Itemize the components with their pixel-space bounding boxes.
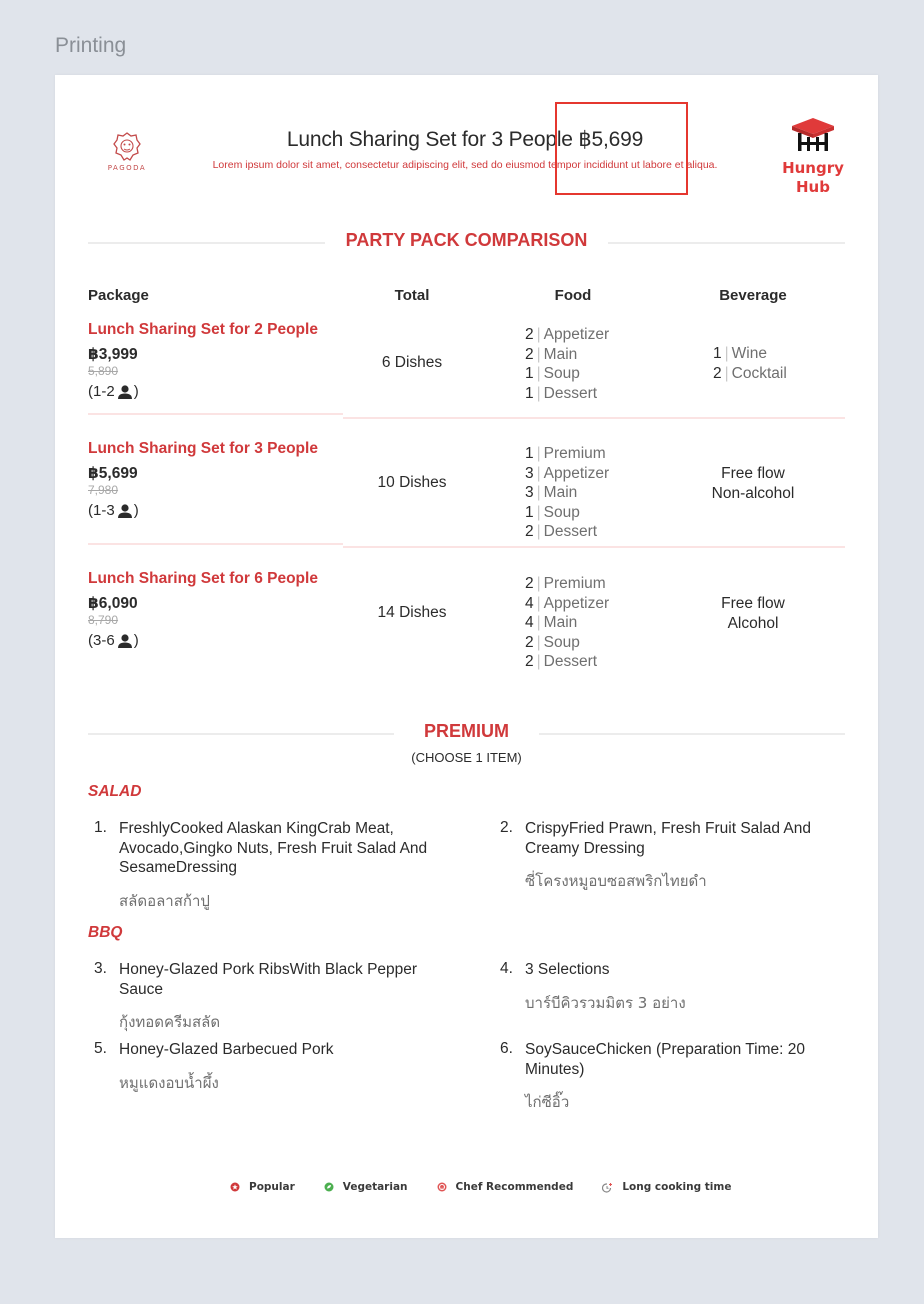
menu-header	[55, 75, 878, 205]
food-line: 1 | Dessert	[525, 384, 598, 402]
dish-number: 4.	[500, 960, 513, 977]
dish-number: 3.	[94, 960, 107, 977]
row-divider	[343, 417, 845, 419]
beverage-line: Free flow	[721, 595, 785, 612]
pax-close: )	[133, 383, 139, 400]
comparison-table	[88, 285, 845, 697]
package-original-price: 7,980	[88, 483, 119, 497]
legend-popular	[230, 1181, 295, 1193]
food-line: 2 | Premium	[525, 575, 606, 592]
dish-name: 3 Selections	[525, 961, 610, 978]
icon-legend	[230, 1181, 760, 1193]
person-icon	[117, 504, 133, 518]
food-line: 1 | Premium	[525, 445, 606, 462]
pax-range: (3-6	[88, 632, 115, 649]
comparison-heading	[88, 230, 845, 254]
total-dishes: 14 Dishes	[377, 604, 447, 621]
dish-item	[500, 1040, 835, 1114]
pax-close: )	[133, 502, 139, 519]
package-name: Lunch Sharing Set for 2 People	[88, 321, 318, 338]
beverage-text	[678, 594, 828, 633]
package-pax	[88, 632, 343, 649]
legend-chef-recommended	[437, 1181, 574, 1193]
restaurant-logo	[105, 131, 149, 177]
dish-thai-name: ซี่โครงหมูอบซอสพริกไทยดำ	[525, 872, 707, 890]
food-line: 2 | Main	[525, 345, 578, 363]
dish-thai-name: บาร์บีคิวรวมมิตร 3 อย่าง	[525, 993, 686, 1012]
legend-label: Chef Recommended	[455, 1181, 574, 1193]
package-price: ฿3,999	[88, 346, 138, 363]
dish-item	[94, 819, 429, 913]
page-label: Printing	[55, 34, 127, 57]
beverage-line: Non-alcohol	[711, 484, 795, 502]
package-pax	[88, 383, 343, 400]
package-price: ฿6,090	[88, 595, 138, 612]
legend-long-cooking-time	[602, 1181, 731, 1193]
food-list	[525, 325, 609, 403]
food-line: 1 | Soup	[525, 503, 580, 521]
pax-close: )	[133, 632, 139, 649]
table-row	[88, 317, 845, 437]
table-row	[88, 567, 845, 697]
table-header	[88, 285, 845, 317]
dish-item	[94, 960, 429, 1034]
food-line: 2 | Soup	[525, 633, 580, 651]
restaurant-logo-text: PAGODA	[107, 164, 147, 172]
column-header-beverage: Beverage	[719, 287, 787, 304]
food-line: 4 | Main	[525, 614, 578, 631]
price-highlight-box	[555, 102, 688, 195]
dish-item	[500, 960, 835, 1015]
dish-number: 1.	[94, 819, 107, 836]
total-dishes: 10 Dishes	[377, 474, 447, 491]
package-cell	[88, 321, 343, 400]
package-name: Lunch Sharing Set for 6 People	[88, 570, 318, 587]
package-pax	[88, 502, 343, 519]
brand-name-line1: Hungry	[782, 159, 844, 177]
dish-number: 5.	[94, 1040, 107, 1057]
popular-icon	[230, 1182, 240, 1192]
column-header-package: Package	[88, 287, 149, 304]
legend-label: Long cooking time	[622, 1181, 732, 1193]
package-cell	[88, 440, 343, 519]
package-original-price: 5,890	[88, 364, 119, 378]
package-divider	[88, 543, 343, 545]
pax-range: (1-2	[88, 383, 115, 400]
dish-thai-name: หมูแดงอบน้ำผึ้ง	[119, 1073, 219, 1092]
premium-heading	[88, 721, 845, 745]
package-cell	[88, 570, 343, 649]
table-row	[88, 437, 845, 567]
dish-number: 2.	[500, 819, 513, 836]
dish-name: Honey-Glazed Barbecued Pork	[119, 1041, 334, 1058]
person-icon	[117, 634, 133, 648]
beverage-text	[678, 464, 828, 503]
dish-thai-name: ไก่ซีอิ๊ว	[525, 1093, 570, 1111]
long-cooking-time-icon	[602, 1182, 613, 1193]
comparison-title: PARTY PACK COMPARISON	[345, 230, 588, 250]
food-list	[525, 444, 609, 542]
page-subtitle: Lorem ipsum dolor sit amet, consectetur adipiscing elit, sed do eiusmod tempor incididunt ut labore et aliqua.	[212, 159, 718, 171]
chef-recommended-icon	[437, 1182, 447, 1192]
beverage-line: 2 | Cocktail	[713, 364, 787, 382]
category-salad: SALAD	[88, 783, 142, 800]
premium-instruction: (CHOOSE 1 ITEM)	[411, 750, 522, 765]
hungry-hub-logo	[777, 117, 849, 196]
food-line: 2 | Appetizer	[525, 326, 610, 343]
food-line: 3 | Appetizer	[525, 464, 610, 482]
category-bbq: BBQ	[88, 924, 123, 941]
dish-name: Honey-Glazed Pork RibsWith Black Pepper Sauce	[119, 961, 418, 998]
dish-name: CrispyFried Prawn, Fresh Fruit Salad And Creamy Dressing	[525, 820, 811, 857]
food-list	[525, 574, 609, 672]
column-header-food: Food	[554, 287, 592, 304]
beverage-line: 1 | Wine	[713, 345, 767, 362]
food-line: 4 | Appetizer	[525, 594, 610, 612]
dish-item	[94, 1040, 429, 1095]
row-divider	[343, 546, 845, 548]
vegetarian-icon	[324, 1182, 334, 1192]
beverage-line: Free flow	[721, 465, 785, 482]
legend-vegetarian	[324, 1181, 408, 1193]
dish-number: 6.	[500, 1040, 513, 1057]
food-line: 2 | Dessert	[525, 523, 598, 540]
dish-thai-name: กุ้งทอดครีมสลัด	[119, 1013, 221, 1031]
dish-item	[500, 819, 835, 893]
beverage-list	[713, 344, 863, 383]
page-title: Lunch Sharing Set for 3 People ฿5,699	[286, 128, 644, 151]
dish-thai-name: สลัดอลาสก้าปู	[119, 891, 210, 910]
person-icon	[117, 385, 133, 399]
food-line: 3 | Main	[525, 484, 578, 501]
column-header-total: Total	[394, 287, 430, 304]
package-price: ฿5,699	[88, 465, 138, 482]
print-preview-sheet	[55, 75, 878, 1238]
brand-name-line2: Hub	[796, 178, 830, 196]
package-original-price: 8,790	[88, 613, 119, 627]
pax-range: (1-3	[88, 502, 115, 519]
dish-name: SoySauceChicken (Preparation Time: 20 Minutes)	[525, 1041, 806, 1078]
dish-name: FreshlyCooked Alaskan KingCrab Meat, Avocado,Gingko Nuts, Fresh Fruit Salad And SesameDressing	[119, 820, 428, 876]
package-name: Lunch Sharing Set for 3 People	[88, 440, 318, 457]
food-line: 1 | Soup	[525, 365, 580, 382]
food-line: 2 | Dessert	[525, 653, 598, 670]
lion-emblem-icon	[113, 131, 141, 163]
legend-label: Popular	[249, 1181, 295, 1193]
legend-label: Vegetarian	[342, 1181, 408, 1193]
table-icon	[789, 117, 837, 153]
package-divider	[88, 413, 343, 415]
premium-title: PREMIUM	[424, 721, 509, 741]
beverage-line: Alcohol	[727, 614, 779, 632]
total-dishes: 6 Dishes	[381, 354, 443, 371]
